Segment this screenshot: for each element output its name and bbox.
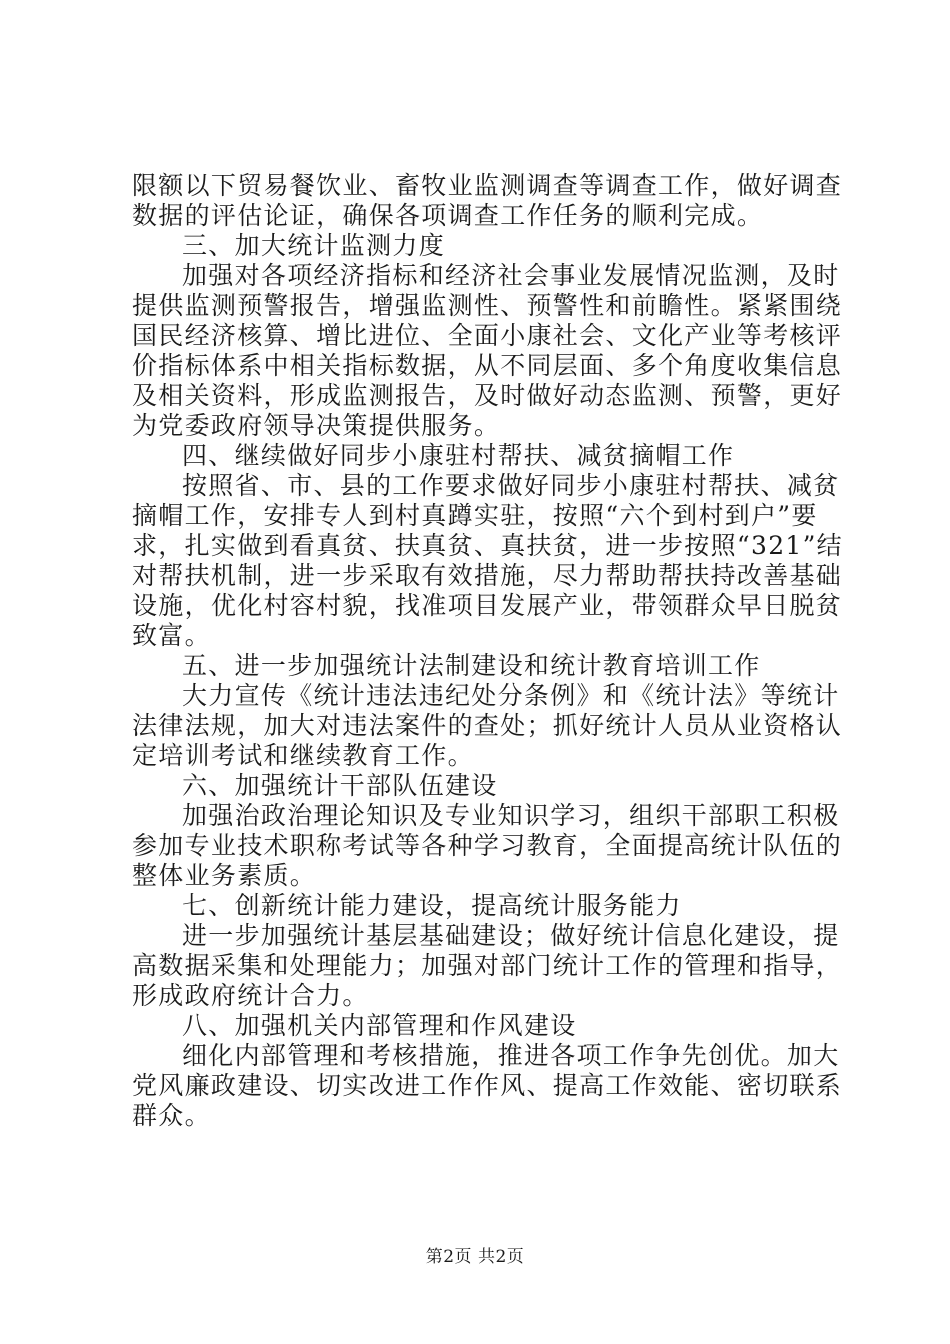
- text-line: 加强治政治理论知识及专业知识学习，组织干部职工积极: [182, 801, 840, 830]
- text-line: 提供监测预警报告，增强监测性、预警性和前瞻性。紧紧围绕: [132, 291, 843, 320]
- text-line: 为党委政府领导决策提供服务。: [132, 411, 501, 440]
- text-line: 群众。: [132, 1101, 211, 1130]
- text-line: 八、加强机关内部管理和作风建设: [182, 1011, 577, 1040]
- text-line: 大力宣传《统计违法违纪处分条例》和《统计法》等统计: [182, 681, 840, 710]
- text-line: 及相关资料，形成监测报告，及时做好动态监测、预警，更好: [132, 381, 843, 410]
- text-line: 党风廉政建设、切实改进工作作风、提高工作效能、密切联系: [132, 1071, 843, 1100]
- text-line: 国民经济核算、增比进位、全面小康社会、文化产业等考核评: [132, 321, 843, 350]
- text-line: 七、创新统计能力建设，提高统计服务能力: [182, 891, 682, 920]
- text-line: 数据的评估论证，确保各项调查工作任务的顺利完成。: [132, 201, 764, 230]
- text-line: 摘帽工作，安排专人到村真蹲实驻，按照“六个到村到户”要: [132, 501, 818, 530]
- text-line: 细化内部管理和考核措施，推进各项工作争先创优。加大: [182, 1041, 840, 1070]
- text-line: 加强对各项经济指标和经济社会事业发展情况监测，及时: [182, 261, 840, 290]
- text-line: 求，扎实做到看真贫、扶真贫、真扶贫，进一步按照“321”结: [132, 531, 843, 560]
- text-line: 设施，优化村容村貌，找准项目发展产业，带领群众早日脱贫: [132, 591, 843, 620]
- text-line: 高数据采集和处理能力；加强对部门统计工作的管理和指导，: [132, 951, 843, 980]
- text-line: 致富。: [132, 621, 211, 650]
- text-line: 四、继续做好同步小康驻村帮扶、减贫摘帽工作: [182, 441, 735, 470]
- text-line: 进一步加强统计基层基础建设；做好统计信息化建设，提: [182, 921, 840, 950]
- text-line: 整体业务素质。: [132, 861, 317, 890]
- text-line: 对帮扶机制，进一步采取有效措施，尽力帮助帮扶持改善基础: [132, 561, 843, 590]
- page-footer: 第2页 共2页: [425, 1247, 525, 1267]
- text-line: 限额以下贸易餐饮业、畜牧业监测调查等调查工作，做好调查: [132, 171, 843, 200]
- text-line: 按照省、市、县的工作要求做好同步小康驻村帮扶、减贫: [182, 471, 840, 500]
- text-line: 法律法规，加大对违法案件的查处；抓好统计人员从业资格认: [132, 711, 843, 740]
- text-line: 形成政府统计合力。: [132, 981, 369, 1010]
- text-line: 价指标体系中相关指标数据，从不同层面、多个角度收集信息: [132, 351, 843, 380]
- text-line: 参加专业技术职称考试等各种学习教育，全面提高统计队伍的: [132, 831, 843, 860]
- text-line: 三、加大统计监测力度: [182, 231, 446, 260]
- text-line: 定培训考试和继续教育工作。: [132, 741, 474, 770]
- text-line: 五、进一步加强统计法制建设和统计教育培训工作: [182, 651, 761, 680]
- text-line: 六、加强统计干部队伍建设: [182, 771, 498, 800]
- document-body: [132, 171, 843, 1131]
